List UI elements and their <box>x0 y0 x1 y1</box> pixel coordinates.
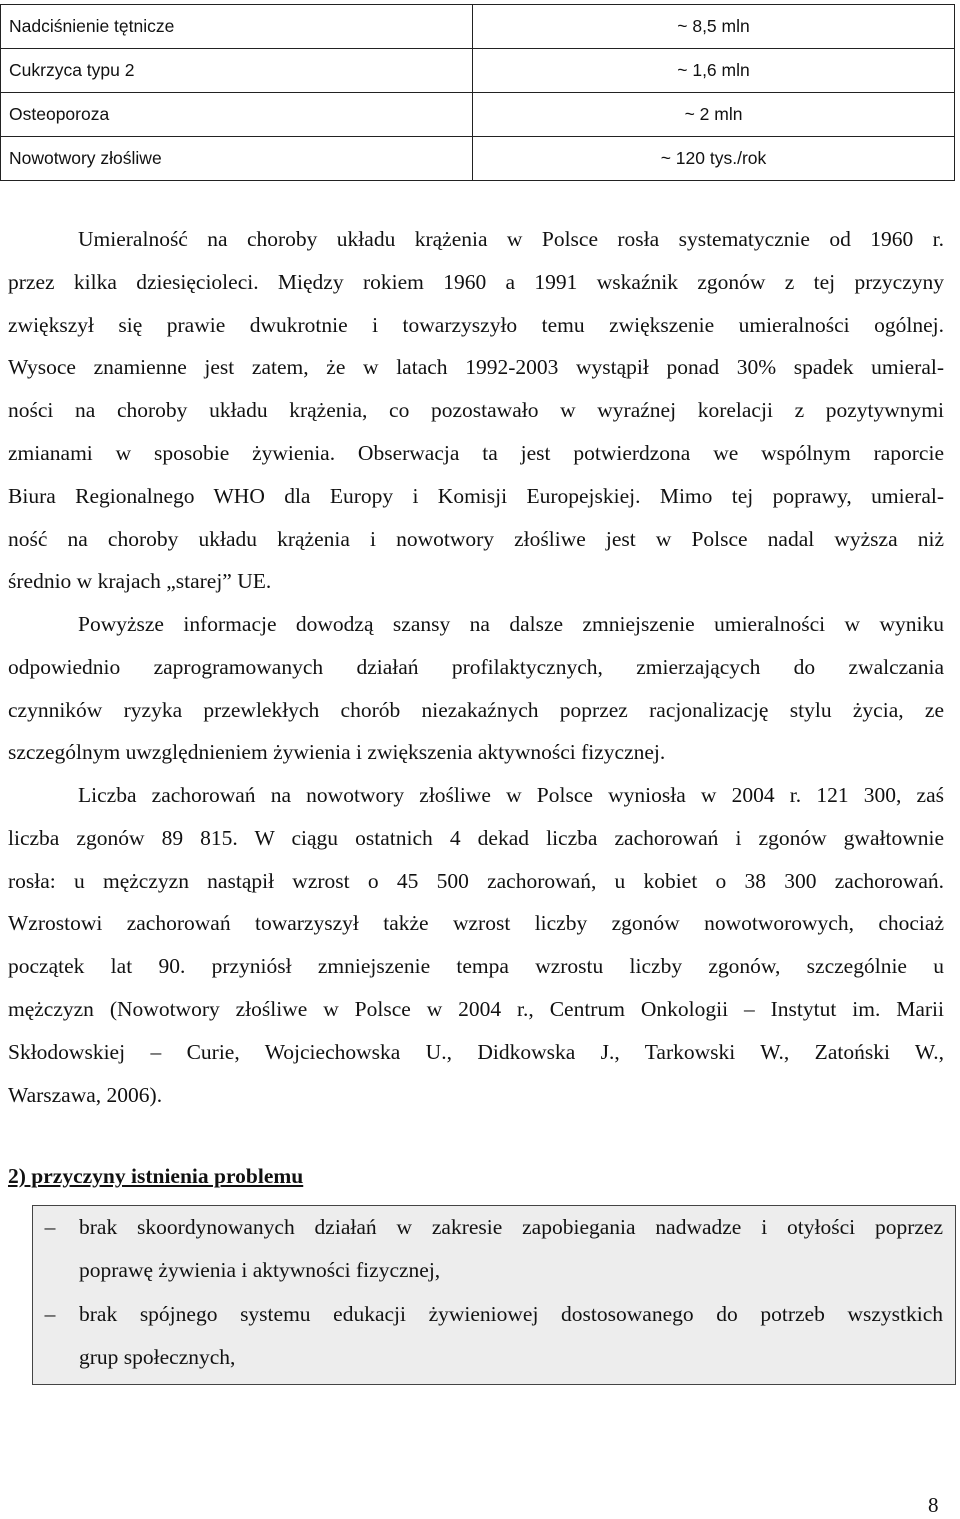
dash-bullet-icon: – <box>44 1215 56 1239</box>
text-line: grup społecznych, <box>79 1345 236 1369</box>
text-line: zmianami w sposobie żywienia. Obserwacja ta jest potwierdzona we wspólnym raporcie <box>8 440 944 465</box>
causes-list-box <box>32 1205 956 1385</box>
table-row <box>1 137 955 181</box>
table-cell-condition: Cukrzyca typu 2 <box>1 49 473 93</box>
text-line: przez kilka dziesięcioleci. Między rokiem 1960 a 1991 wskaźnik zgonów z tej przyczyny <box>8 269 944 294</box>
text-line: Wzrostowi zachorowań towarzyszył także wzrost liczby zgonów nowotworowych, chociaż <box>8 911 944 936</box>
table-cell-condition: Nadciśnienie tętnicze <box>1 5 473 49</box>
text-line: brak skoordynowanych działań w zakresie zapobiegania nadwadze i otyłości poprzez <box>79 1215 943 1239</box>
text-line: Warszawa, 2006). <box>8 1082 163 1107</box>
table-cell-condition: Osteoporoza <box>1 93 473 137</box>
text-line: brak spójnego systemu edukacji żywieniowej dostosowanego do potrzeb wszystkich <box>79 1302 943 1326</box>
text-line: średnio w krajach „starej” UE. <box>8 569 272 594</box>
list-item-text <box>79 1206 943 1292</box>
table-cell-value: ~ 8,5 mln <box>473 5 955 49</box>
text-line: czynników ryzyka przewlekłych chorób niezakaźnych poprzez racjonalizację stylu życia, ze <box>8 697 944 722</box>
text-line: Liczba zachorowań na nowotwory złośliwe w Polsce wyniosła w 2004 r. 121 300, zaś <box>78 783 944 807</box>
text-line: Powyższe informacje dowodzą szansy na dalsze zmniejszenie umieralności w wyniku <box>78 612 944 636</box>
page-number: 8 <box>928 1493 939 1517</box>
table-cell-condition: Nowotwory złośliwe <box>1 137 473 181</box>
statistics-table <box>0 4 955 181</box>
text-line: mężczyzn (Nowotwory złośliwe w Polsce w 2004 r., Centrum Onkologii – Instytut im. Marii <box>8 996 944 1021</box>
text-line: początek lat 90. przyniósł zmniejszenie tempa wzrostu liczby zgonów, szczególnie u <box>8 954 944 979</box>
list-item-text <box>79 1293 943 1379</box>
text-line: odpowiednio zaprogramowanych działań profilaktycznych, zmierzających do zwalczania <box>8 654 944 679</box>
table-cell-value: ~ 2 mln <box>473 93 955 137</box>
dash-bullet-icon: – <box>44 1302 56 1326</box>
text-line: ność na choroby układu krążenia i nowotwory złośliwe jest w Polsce nadal wyższa niż <box>8 526 944 551</box>
text-line: rosła: u mężczyzn nastąpił wzrost o 45 500 zachorowań, u kobiet o 38 300 zachorowań. <box>8 868 944 893</box>
table-cell-value: ~ 120 tys./rok <box>473 137 955 181</box>
text-line: Skłodowskiej – Curie, Wojciechowska U., Didkowska J., Tarkowski W., Zatoński W., <box>8 1039 944 1064</box>
text-line: liczba zgonów 89 815. W ciągu ostatnich 4 dekad liczba zachorowań i zgonów gwałtownie <box>8 825 944 850</box>
text-line: szczególnym uwzględnieniem żywienia i zwiększenia aktywności fizycznej. <box>8 740 666 765</box>
text-line: zwiększył się prawie dwukrotnie i towarzyszyło temu zwiększenie umieralności ogólnej. <box>8 312 944 337</box>
table-row <box>1 93 955 137</box>
table-row <box>1 49 955 93</box>
text-line: ności na choroby układu krążenia, co pozostawało w wyraźnej korelacji z pozytywnymi <box>8 398 944 423</box>
paragraph-prevention <box>8 603 944 774</box>
text-line: Wysoce znamienne jest zatem, że w latach 1992-2003 wystąpił ponad 30% spadek umieral- <box>8 355 944 380</box>
text-line: Biura Regionalnego WHO dla Europy i Komisji Europejskiej. Mimo tej poprawy, umieral- <box>8 483 944 508</box>
section-heading: 2) przyczyny istnienia problemu <box>8 1164 304 1188</box>
paragraph-cardiovascular-mortality <box>8 218 944 603</box>
paragraph-cancer-statistics <box>8 774 944 1116</box>
table-cell-value: ~ 1,6 mln <box>473 49 955 93</box>
table-row <box>1 5 955 49</box>
text-line: Umieralność na choroby układu krążenia w Polsce rosła systematycznie od 1960 r. <box>78 227 944 251</box>
text-line: poprawę żywienia i aktywności fizycznej, <box>79 1258 441 1282</box>
